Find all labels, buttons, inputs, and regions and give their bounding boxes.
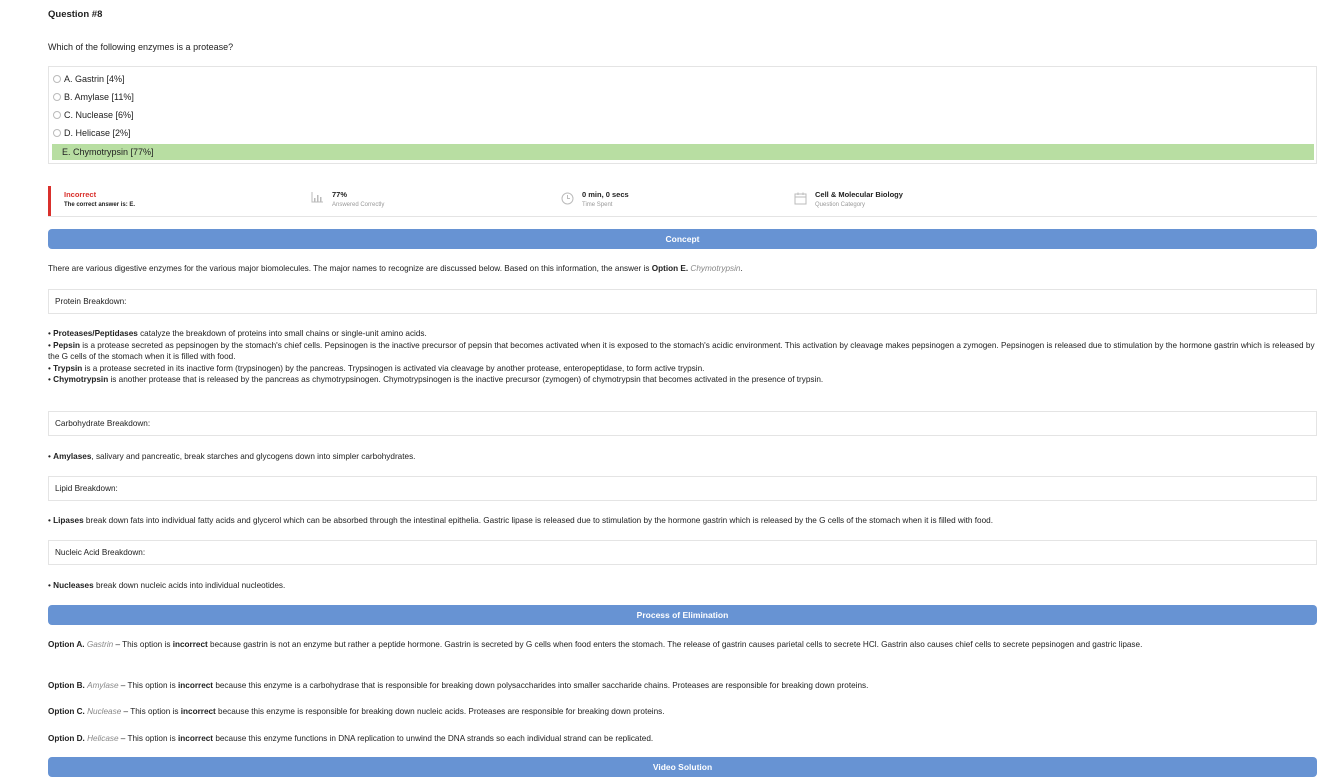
radio-a[interactable]: [53, 75, 61, 83]
concept-intro: [48, 263, 1317, 275]
concept-intro-text: There are various digestive enzymes for the various major biomolecules. The major names to recognize are discussed below. Based on this information, the answer is: [48, 264, 652, 273]
question-text: Which of the following enzymes is a protease?: [48, 42, 234, 52]
bullet-text: catalyze the breakdown of proteins into small chains or single-unit amino acids.: [137, 329, 427, 338]
elimination-option-b: [48, 680, 1313, 692]
elimination-option-c: [48, 706, 1313, 718]
question-number: Question #8: [48, 9, 103, 20]
option-keyword: incorrect: [172, 640, 208, 649]
bullet-text: is a protease secreted as pepsinogen by the stomach's chief cells. Pepsinogen is the inactive precursor of pepsin that becomes activated when it is exposed to the stomach's acidic environment. This activation by cleavage makes pepsinogen a zymogen. Pepsinogen is released due to stimulation by the hormone gastrin which is released by the G cells of the stomach when it is filled with food.: [48, 340, 1315, 362]
bar-chart-icon: [311, 192, 324, 206]
bullet-text: is another protease that is released by the pancreas as chymotrypsinogen. Chymotrypsinogen is the inactive precursor (zymogen) of chymotrypsin that becomes activated in the presence of trypsin.: [108, 375, 824, 385]
radio-d[interactable]: [53, 129, 61, 137]
bullet-text: break down fats into individual fatty acids and glycerol which can be absorbed through the intestinal epithelia. Gastric lipase is released due to stimulation by the hormone gastrin which is released by the G cells of the stomach when it is filled with food.: [83, 516, 993, 525]
time-caption: Time Spent: [582, 202, 613, 208]
option-pre: – This option is: [118, 734, 178, 743]
option-label: Option D.: [48, 734, 85, 743]
clock-icon: [561, 192, 574, 208]
bullet-term: Nucleases: [53, 581, 94, 590]
elimination-option-a: [48, 639, 1313, 651]
option-keyword: incorrect: [180, 707, 216, 716]
answer-option-b[interactable]: [53, 89, 134, 105]
category-value: Cell & Molecular Biology: [815, 190, 903, 199]
elimination-option-d: [48, 733, 1313, 745]
option-name: Nuclease: [87, 707, 122, 716]
bullet-term: Lipases: [53, 516, 84, 525]
lipid-breakdown-title: Lipid Breakdown:: [48, 476, 1317, 501]
percent-block: [332, 190, 384, 208]
lipid-bullets: [48, 515, 1317, 527]
answer-list: [48, 66, 1317, 164]
option-name: Gastrin: [86, 640, 114, 649]
nucleic-bullets: [48, 580, 1317, 592]
option-explanation: because this enzyme functions in DNA replication to unwind the DNA strands so each individual strand can be replicated.: [213, 734, 654, 743]
option-keyword: incorrect: [178, 681, 214, 690]
option-label: Option B.: [48, 681, 85, 690]
bullet-item: • Lipases break down fats into individual fatty acids and glycerol which can be absorbed through the intestinal epithelia. Gastric lipase is released due to stimulation by the hormone gastrin which is released by the G cells of the stomach when it is filled with food.: [48, 516, 993, 525]
concept-intro-option: Option E.: [651, 264, 689, 273]
incorrect-indicator-bar: [48, 186, 51, 216]
result-status: Incorrect: [64, 190, 97, 199]
answer-option-c[interactable]: [53, 107, 134, 123]
bullet-item: • Pepsin is a protease secreted as pepsinogen by the stomach's chief cells. Pepsinogen is the inactive precursor of pepsin that becomes activated when it is exposed to the stomach's acidic environment. This activation by cleavage makes pepsinogen a zymogen. Pepsinogen is released due to stimulation by the hormone gastrin which is released by the G cells of the stomach when it is filled with food.: [48, 340, 1315, 362]
option-explanation: because this enzyme is a carbohydrase that is responsible for breaking down polysaccharides into smaller saccharide chains. Proteases are responsible for breaking down proteins.: [213, 681, 869, 690]
bullet-text: is a protease secreted in its inactive form (trypsinogen) by the pancreas. Trypsinogen is activated via cleavage by another protease, enteropeptidase, to form active trypsin.: [82, 363, 705, 373]
answer-label-b: B. Amylase [11%]: [64, 92, 134, 102]
percent-caption: Answered Correctly: [332, 202, 385, 208]
concept-intro-answer: Chymotrypsin: [690, 264, 741, 273]
bullet-item: • Proteases/Peptidases catalyze the breakdown of proteins into small chains or single-unit amino acids.: [48, 329, 427, 338]
answer-label-d: D. Helicase [2%]: [64, 128, 131, 138]
option-pre: – This option is: [121, 707, 181, 716]
bullet-text: , salivary and pancreatic, break starches and glycogens down into simpler carbohydrates.: [91, 452, 416, 461]
option-keyword: incorrect: [178, 734, 214, 743]
bullet-item: • Nucleases break down nucleic acids into individual nucleotides.: [48, 581, 286, 590]
answer-label-c: C. Nuclease [6%]: [64, 110, 134, 120]
answer-label-a: A. Gastrin [4%]: [64, 74, 125, 84]
category-block: [815, 190, 903, 208]
bullet-term: Amylases: [53, 452, 92, 461]
option-pre: – This option is: [113, 640, 173, 649]
answer-option-e-correct[interactable]: [52, 144, 1314, 160]
bullet-text: break down nucleic acids into individual nucleotides.: [93, 581, 286, 590]
option-name: Helicase: [87, 734, 119, 743]
radio-c[interactable]: [53, 111, 61, 119]
protein-bullets: [48, 328, 1317, 386]
carb-bullets: [48, 451, 1317, 463]
bullet-item: • Chymotrypsin is another protease that is released by the pancreas as chymotrypsinogen. Chymotrypsinogen is the inactive precursor (zymogen) of chymotrypsin that becomes activated in the presence of trypsin.: [48, 375, 824, 385]
calendar-icon: [794, 192, 807, 208]
answer-option-d[interactable]: [53, 125, 131, 141]
bullet-item: • Trypsin is a protease secreted in its inactive form (trypsinogen) by the pancreas. Trypsinogen is activated via cleavage by another protease, enteropeptidase, to form active trypsin.: [48, 363, 705, 373]
concept-intro-end: .: [740, 264, 743, 273]
option-explanation: because gastrin is not an enzyme but rather a peptide hormone. Gastrin is secreted by G cells when food enters the stomach. The release of gastrin causes parietal cells to secrete HCl. Gastrin also causes chief cells to secrete pepsinogen and gastric lipase.: [207, 640, 1143, 649]
answer-option-a[interactable]: [53, 71, 125, 87]
option-label: Option C.: [48, 707, 85, 716]
carbohydrate-breakdown-title: Carbohydrate Breakdown:: [48, 411, 1317, 436]
category-caption: Question Category: [815, 202, 866, 208]
elimination-header[interactable]: Process of Elimination: [48, 605, 1317, 625]
option-explanation: because this enzyme is responsible for breaking down nucleic acids. Proteases are responsible for breaking down proteins.: [215, 707, 665, 716]
bullet-term: Chymotrypsin: [53, 375, 109, 385]
option-name: Amylase: [87, 681, 119, 690]
bullet-item: • Amylases, salivary and pancreatic, break starches and glycogens down into simpler carbohydrates.: [48, 452, 416, 461]
answer-label-e: E. Chymotrypsin [77%]: [62, 147, 154, 157]
protein-breakdown-title: Protein Breakdown:: [48, 289, 1317, 314]
result-block: [64, 190, 135, 208]
option-label: Option A.: [48, 640, 85, 649]
time-block: [582, 190, 629, 208]
option-pre: – This option is: [118, 681, 178, 690]
time-value: 0 min, 0 secs: [582, 190, 629, 199]
percent-value: 77%: [332, 190, 348, 199]
result-stats: [48, 186, 1317, 217]
concept-header[interactable]: Concept: [48, 229, 1317, 249]
nucleic-breakdown-title: Nucleic Acid Breakdown:: [48, 540, 1317, 565]
radio-b[interactable]: [53, 93, 61, 101]
video-solution-header[interactable]: Video Solution: [48, 757, 1317, 777]
bullet-term: Pepsin: [53, 340, 81, 350]
bullet-term: Proteases/Peptidases: [53, 329, 138, 338]
bullet-term: Trypsin: [53, 363, 83, 373]
correct-answer-text: The correct answer is: E.: [64, 202, 136, 208]
